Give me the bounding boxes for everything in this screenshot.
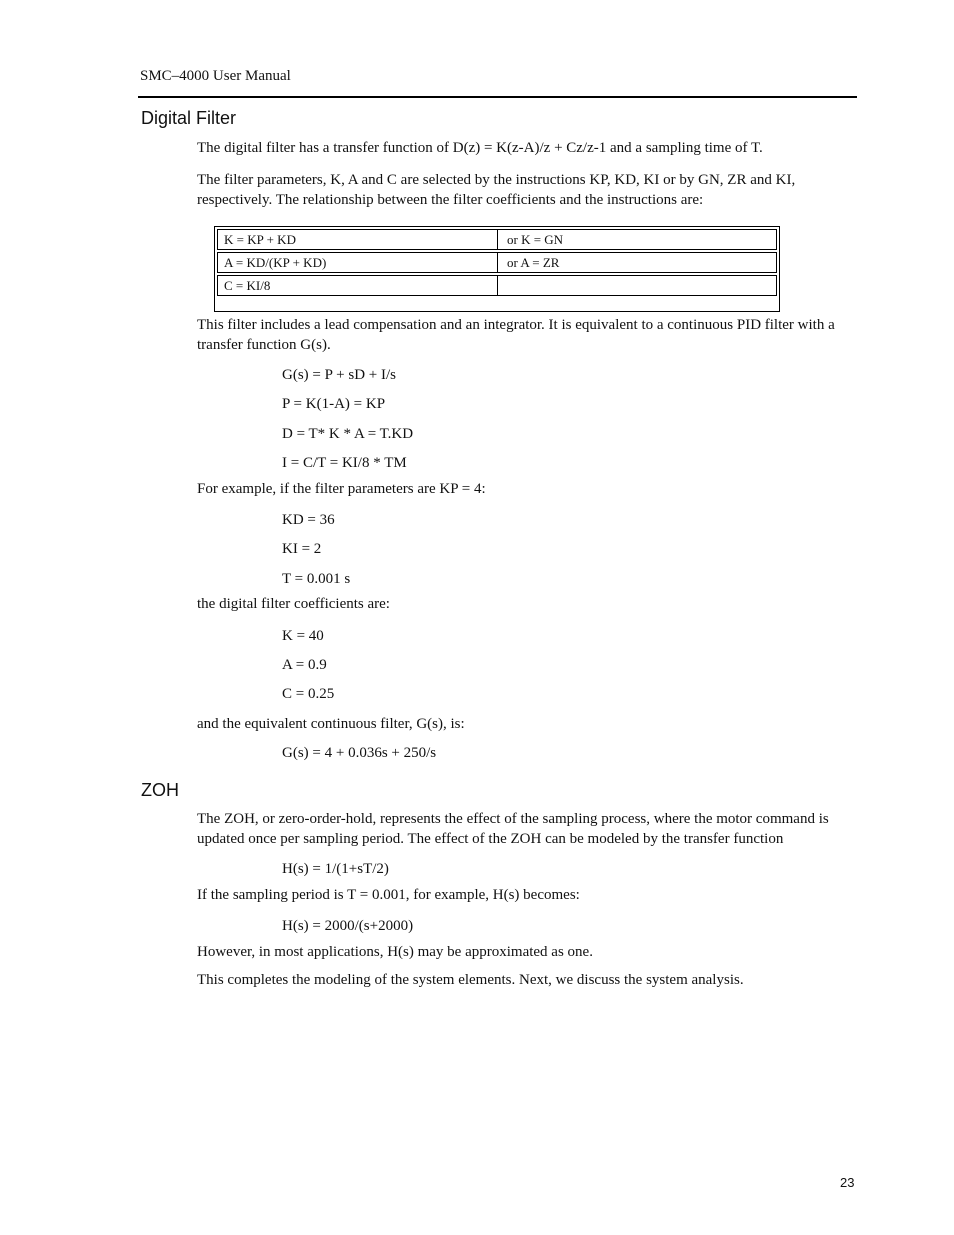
- table-cell: or K = GN: [497, 229, 777, 250]
- equation-p: P = K(1-A) = KP: [282, 396, 386, 412]
- paragraph-approximation: However, in most applications, H(s) may be approximated as one.: [197, 944, 593, 960]
- paragraph-zoh-description: The ZOH, or zero-order-hold, represents the effect of the sampling process, where the motor command is updated once per sampling period. The effect of the ZOH can be modeled by the transfer function: [197, 811, 829, 847]
- section-heading-digital-filter: Digital Filter: [141, 108, 237, 128]
- table-cell: K = KP + KD: [217, 229, 497, 250]
- section-heading-zoh: ZOH: [141, 780, 179, 800]
- equation-g-numeric: G(s) = 4 + 0.036s + 250/s: [282, 745, 437, 761]
- table-cell: or A = ZR: [497, 252, 777, 273]
- paragraph-pid-equivalent: This filter includes a lead compensation and an integrator. It is equivalent to a continuous PID filter with a transfer function G(s).: [197, 317, 835, 353]
- equation-c: C = 0.25: [282, 686, 335, 702]
- equation-d: D = T* K * A = T.KD: [282, 426, 414, 442]
- coefficient-table: [214, 226, 780, 312]
- paragraph-coefficients: the digital filter coefficients are:: [197, 596, 390, 612]
- table-cell: A = KD/(KP + KD): [217, 252, 497, 273]
- table-row: [217, 252, 777, 273]
- table-cell: C = KI/8: [217, 275, 497, 296]
- header-divider: [138, 96, 857, 98]
- manual-title: SMC–4000 User Manual: [140, 68, 291, 84]
- equation-kd: KD = 36: [282, 512, 335, 528]
- paragraph-continuous-filter: and the equivalent continuous filter, G(s), is:: [197, 716, 465, 732]
- table-row: [217, 229, 777, 250]
- paragraph-conclusion: This completes the modeling of the system elements. Next, we discuss the system analysis.: [197, 972, 744, 988]
- equation-h-numeric: H(s) = 2000/(s+2000): [282, 918, 414, 934]
- page-number: 23: [840, 1175, 855, 1190]
- equation-i: I = C/T = KI/8 * TM: [282, 455, 407, 471]
- paragraph-sampling-period: If the sampling period is T = 0.001, for example, H(s) becomes:: [197, 887, 580, 903]
- paragraph-example: For example, if the filter parameters are KP = 4:: [197, 481, 486, 497]
- equation-h: H(s) = 1/(1+sT/2): [282, 861, 389, 877]
- equation-k: K = 40: [282, 628, 324, 644]
- table-cell: [497, 275, 777, 296]
- equation-a: A = 0.9: [282, 657, 327, 673]
- equation-g: G(s) = P + sD + I/s: [282, 367, 396, 383]
- paragraph-transfer-function: The digital filter has a transfer function of D(z) = K(z-A)/z + Cz/z-1 and a sampling time of T.: [197, 140, 763, 156]
- table-row: [217, 275, 777, 296]
- equation-ki: KI = 2: [282, 541, 322, 557]
- paragraph-filter-parameters: The filter parameters, K, A and C are selected by the instructions KP, KD, KI or by GN, ZR and KI, respectively. The relationship between the filter coefficients and the instructions are:: [197, 172, 796, 208]
- equation-t: T = 0.001 s: [282, 571, 351, 587]
